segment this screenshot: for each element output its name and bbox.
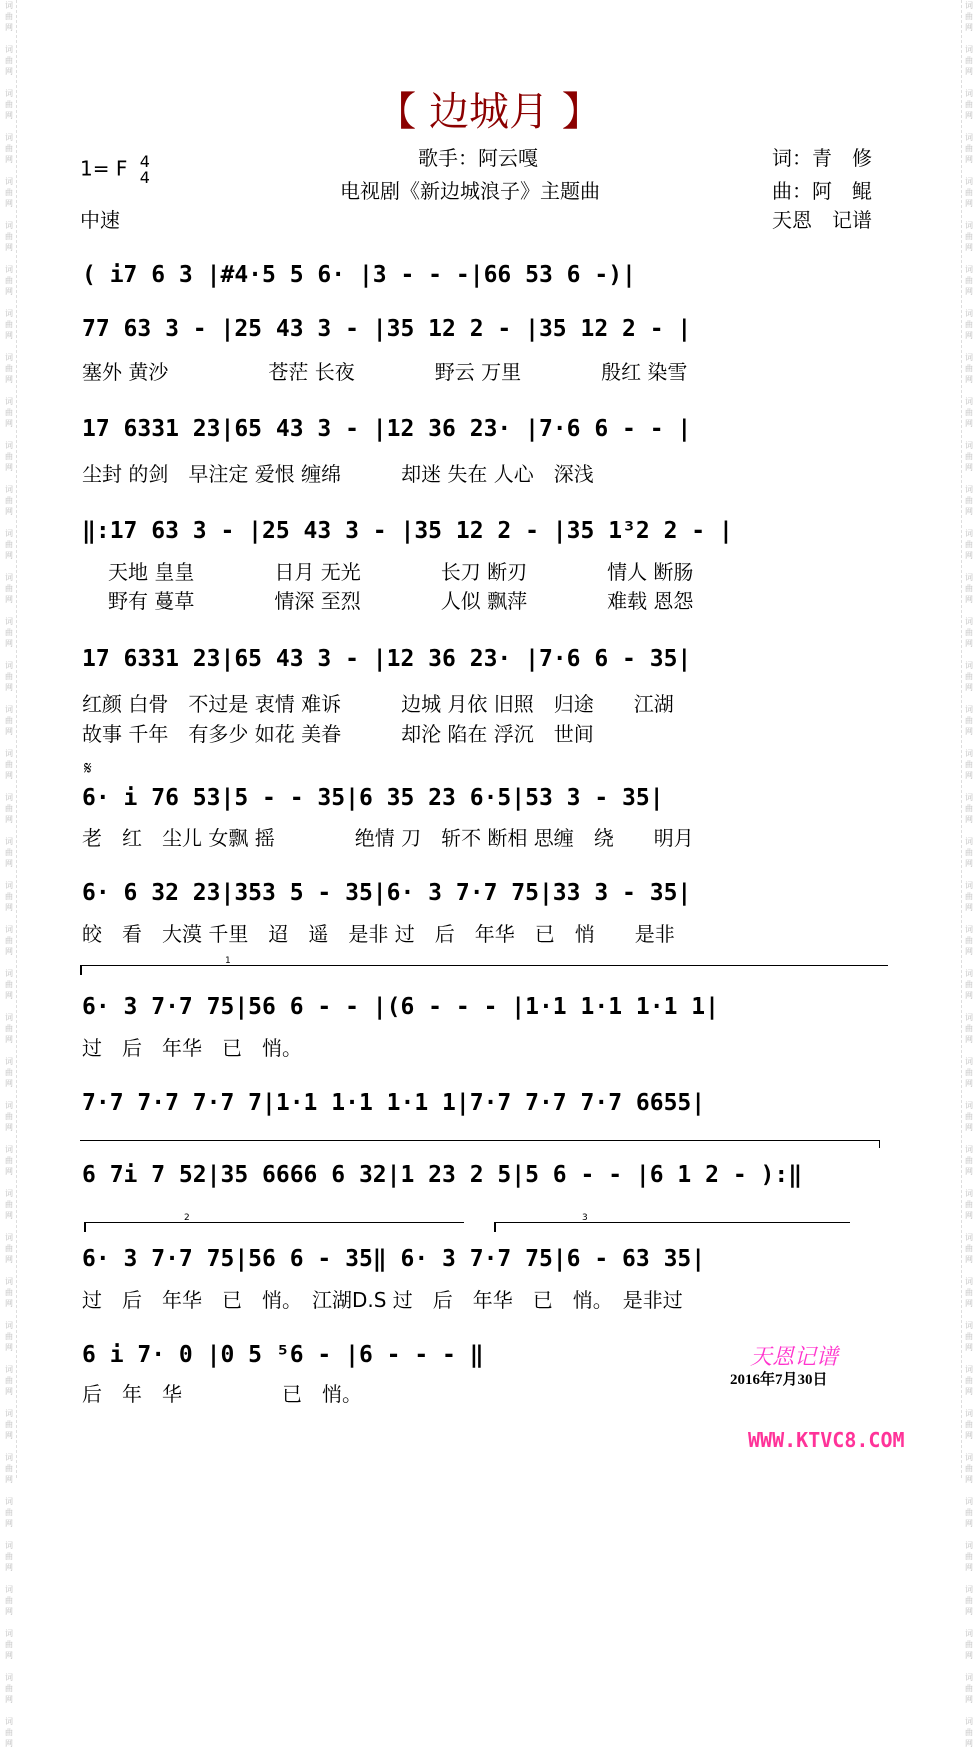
volta-continuation [80, 1140, 880, 1149]
volta-bracket-3 [494, 1213, 850, 1233]
watermark-left: 词 曲 网 词 曲 网 词 曲 网 词 曲 网 词 曲 网 词 曲 网 词 曲 网 词 曲 网 词 曲 网 词 曲 网 词 曲 网 词 曲 网 词 曲 网 词 曲 网 词 曲 网 词 曲 网 词 曲 网 词 曲 网 词 曲 网 词 曲 网 词 曲 网 词 曲 网 词 曲 网 词 曲 网 词 曲 网 词 曲 网 词 曲 网 词 曲 网 词 曲 网 词 曲 网 词 曲 网 词 曲 网 词 曲 网 词 曲 网 词 曲 网 词 曲 网 词 曲 网 词 曲 网 词 曲 网 词 曲 网 [2, 0, 17, 1478]
site-url: WWW.KTVC8.COM [748, 1428, 905, 1452]
notation-line-12: 6 i 7· 0 |0 5 ⁵6 - |6 - - - ‖ [82, 1342, 484, 1368]
lyric-line-5b: 故事 千年 有多少 如花 美眷 却沦 陷在 浮沉 世间 [82, 722, 594, 746]
lyric-line-12: 后 年 华 已 悄。 [82, 1382, 362, 1406]
notation-line-6: 6· i 76 53|5 - - 35|6 35 23 6·5|53 3 - 35| [82, 785, 664, 811]
segno-sign: 𝄋 [84, 758, 92, 779]
time-sig-bottom: 4 [139, 168, 150, 187]
volta-bracket-2 [84, 1213, 464, 1233]
volta-number-1: 1 [225, 956, 231, 966]
lyric-line-3: 尘封 的剑 早注定 爱恨 缠绵 却迷 失在 人心 深浅 [82, 462, 594, 486]
subtitle: 电视剧《新边城浪子》主题曲 [340, 179, 600, 203]
transcriber: 天恩 记谱 [772, 208, 872, 232]
tempo: 中速 [80, 208, 120, 232]
singer: 歌手：阿云嘎 [418, 146, 538, 170]
lyric-line-7: 皎 看 大漠 千里 迢 遥 是非 过 后 年华 已 悄 是非 [82, 922, 675, 946]
notation-line-5: 17 6331 23|65 43 3 - |12 36 23· |7·6 6 - 35| [82, 646, 692, 672]
lyric-line-2: 塞外 黄沙 苍茫 长夜 野云 万里 殷红 染雪 [82, 360, 688, 384]
volta-number-2: 2 [184, 1213, 190, 1223]
lyric-line-11: 过 后 年华 已 悄。 江湖D.S 过 后 年华 已 悄。 是非过 [82, 1288, 683, 1312]
lyricist: 词：青 修 [772, 146, 872, 170]
notation-line-2: 77 63 3 - |25 43 3 - |35 12 2 - |35 12 2 - | [82, 316, 692, 342]
lyric-line-4b: 野有 蔓草 情深 至烈 人似 飘萍 难载 恩怨 [108, 589, 694, 613]
date-stamp: 2016年7月30日 [730, 1372, 828, 1388]
song-title: 【 边城月 】 [376, 89, 602, 135]
transcriber-seal: 天恩记谱 [750, 1345, 839, 1370]
key-signature: 1= F 4 4 [80, 152, 150, 187]
lyric-line-6: 老 红 尘儿 女飘 摇 绝情 刀 斩不 断相 思缠 绕 明月 [82, 826, 694, 850]
watermark-right: 词 曲 网 词 曲 网 词 曲 网 词 曲 网 词 曲 网 词 曲 网 词 曲 网 词 曲 网 词 曲 网 词 曲 网 词 曲 网 词 曲 网 词 曲 网 词 曲 网 词 曲 网 词 曲 网 词 曲 网 词 曲 网 词 曲 网 词 曲 网 词 曲 网 词 曲 网 词 曲 网 词 曲 网 词 曲 网 词 曲 网 词 曲 网 词 曲 网 词 曲 网 词 曲 网 词 曲 网 词 曲 网 词 曲 网 词 曲 网 词 曲 网 词 曲 网 词 曲 网 词 曲 网 词 曲 网 词 曲 网 [961, 0, 976, 1478]
lyric-line-4a: 天地 皇皇 日月 无光 长刀 断刃 情人 断肠 [108, 560, 694, 584]
notation-line-9: 7·7 7·7 7·7 7|1·1 1·1 1·1 1|7·7 7·7 7·7 6655| [82, 1090, 706, 1116]
notation-line-8: 6· 3 7·7 75|56 6 - - |(6 - - - |1·1 1·1 1·1 1| [82, 994, 719, 1020]
notation-line-4: ‖:17 63 3 - |25 43 3 - |35 12 2 - |35 1³2 2 - | [82, 518, 733, 544]
time-sig-top: 4 [139, 152, 150, 171]
notation-line-10: 6 7i 7 52|35 6666 6 32|1 23 2 5|5 6 - - |6 1 2 - ):‖ [82, 1162, 803, 1188]
notation-line-11: 6· 3 7·7 75|56 6 - 35‖ 6· 3 7·7 75|6 - 63 35| [82, 1246, 706, 1272]
notation-line-7: 6· 6 32 23|353 5 - 35|6· 3 7·7 75|33 3 - 35| [82, 880, 692, 906]
lyric-line-5a: 红颜 白骨 不过是 衷情 难诉 边城 月依 旧照 归途 江湖 [82, 692, 674, 716]
volta-number-3: 3 [582, 1213, 588, 1223]
notation-line-1: ( i7 6 3 |#4·5 5 6· |3 - - -|66 53 6 -)| [82, 262, 636, 288]
volta-bracket-1 [80, 956, 888, 976]
notation-line-3: 17 6331 23|65 43 3 - |12 36 23· |7·6 6 - - | [82, 416, 692, 442]
composer: 曲：阿 鲲 [772, 179, 872, 203]
lyric-line-8: 过 后 年华 已 悄。 [82, 1036, 302, 1060]
